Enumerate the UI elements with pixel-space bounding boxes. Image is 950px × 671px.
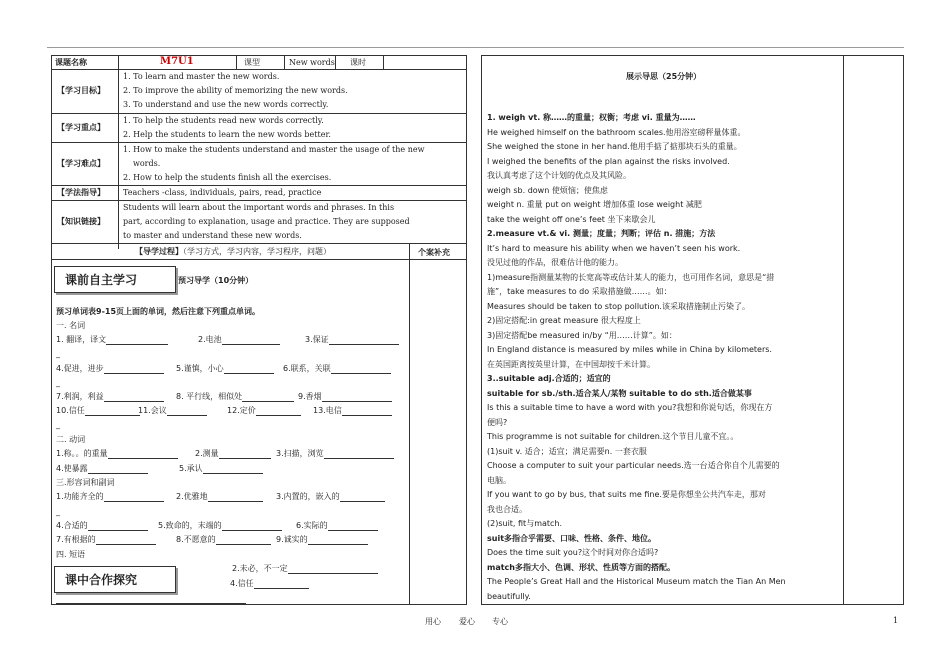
footer-right: 专心 bbox=[492, 617, 508, 626]
noun-row: 6.联系，关联 bbox=[283, 364, 391, 374]
method-line: Teachers -class, individuals, pairs, read, practice bbox=[123, 188, 322, 197]
focus-line: 1. To help the students read new words correctly. bbox=[123, 116, 324, 125]
note-line: In England distance is measured by miles while in China by kilometers. bbox=[487, 345, 772, 354]
label-type: 课型 bbox=[244, 58, 260, 67]
row-label-links: 【知识链接】 bbox=[57, 217, 105, 226]
noun-row: 7.利润，利益 bbox=[56, 392, 164, 402]
note-line: He weighed himself on the bathroom scales.他用浴室磅秤量体重。 bbox=[487, 127, 746, 137]
note-line: Measures should be taken to stop pollution.该采取措施制止污染了。 bbox=[487, 301, 750, 311]
focus-line: 2. Help the students to learn the new words better. bbox=[123, 130, 331, 139]
note-line: This programme is not suitable for children.这个节目儿童不宜。。 bbox=[487, 432, 739, 441]
page-number: 1 bbox=[893, 616, 899, 625]
footer-mid: 爱心 bbox=[459, 617, 475, 626]
adj-row: 9.诚实的 bbox=[276, 535, 368, 545]
note-line: 3..suitable adj.合适的；适宜的 bbox=[487, 374, 611, 383]
links-line: Students will learn about the important words and phrases. In this bbox=[123, 203, 395, 212]
note-line: It’s hard to measure his ability when we haven’t seen his work. bbox=[487, 243, 741, 253]
section-phrases: 四. 短语 bbox=[56, 550, 86, 559]
note-line: If you want to go by bus, that suits me fine.要是你想坐公共汽车走，那对 bbox=[487, 490, 766, 499]
adj-row: 7.有根据的 bbox=[56, 535, 156, 545]
noun-row: 11.会议 bbox=[138, 406, 207, 416]
note-line: suit多指合乎需要、口味、性格、条件、地位。 bbox=[487, 533, 657, 543]
phrase-row: 4.信任 bbox=[230, 579, 309, 589]
noun-row: 9.香烟 bbox=[298, 392, 392, 402]
noun-row: 8. 平行线，相似处 bbox=[176, 392, 294, 402]
note-line: 3)固定搭配be measured in/by “用……计算”。如： bbox=[487, 330, 677, 340]
note-line: 便吗? bbox=[487, 417, 508, 427]
note-line: (2)suit, fit与match. bbox=[487, 519, 563, 528]
section-adjectives: 三.形容词和副词 bbox=[56, 478, 115, 487]
note-line: 电脑。 bbox=[487, 475, 511, 485]
note-line: weight n. 重量 put on weight 增加体重 lose weight 减肥 bbox=[487, 200, 702, 209]
goal-line: 1. To learn and master the new words. bbox=[123, 72, 280, 81]
note-line: (1)suit v. 适合；适宜；满足需要n. 一套衣服 bbox=[487, 446, 647, 456]
adj-row: 4.合适的 bbox=[56, 521, 148, 531]
course-type: New words bbox=[289, 58, 335, 67]
adj-row: 6.实际的 bbox=[296, 521, 378, 531]
row-label-goals: 【学习目标】 bbox=[57, 86, 105, 95]
display-title: 展示导思（25分钟） bbox=[626, 72, 702, 81]
section-verbs: 二. 动词 bbox=[56, 435, 86, 444]
noun-row: 10.信任 bbox=[56, 406, 140, 416]
course-title: M7U1 bbox=[160, 56, 194, 67]
noun-row: 12.定价 bbox=[227, 406, 301, 416]
verb-row: 4.使暴露 bbox=[56, 464, 148, 474]
note-line: The People’s Great Hall and the Historical Museum match the Tian An Men bbox=[487, 577, 786, 586]
label-period: 课时 bbox=[350, 58, 366, 67]
footer-left: 用心 bbox=[425, 617, 441, 626]
adj-row: 5.致命的，末端的 bbox=[158, 521, 282, 531]
links-line: part, according to explanation, usage and practice. They are supposed bbox=[123, 217, 410, 226]
difficulty-line: 1. How to make the students understand and master the usage of the new bbox=[123, 145, 425, 154]
goal-line: 2. To improve the ability of memorizing the new words. bbox=[123, 86, 348, 95]
note-line: 我认真考虑了这个计划的优点及其风险。 bbox=[487, 171, 631, 180]
section-nouns: 一. 名词 bbox=[56, 321, 86, 330]
note-line: Choose a computer to suit your particular needs.选一台适合你自个儿需要的 bbox=[487, 461, 780, 470]
note-line: 2.measure vt.& vi. 测量；度量；判断；评估 n. 措施；方法 bbox=[487, 229, 716, 238]
row-label-focus: 【学习重点】 bbox=[57, 123, 105, 132]
goal-line: 3. To understand and use the new words correctly. bbox=[123, 100, 329, 109]
note-line: 在英国距离按英里计算，在中国却按千米计算。 bbox=[487, 359, 655, 369]
adj-row: 8.不愿意的 bbox=[176, 535, 271, 545]
verb-row: 5.承认 bbox=[179, 464, 263, 474]
links-line: to master and understand these new words. bbox=[123, 231, 302, 240]
stamp-self-study: 课前自主学习 bbox=[54, 266, 176, 293]
note-line: Is this a suitable time to have a word with you?我想和你说句话，你现在方 bbox=[487, 403, 773, 412]
case-supplement-head: 个案补充 bbox=[418, 248, 450, 257]
row-label-method: 【学法指导】 bbox=[57, 188, 105, 197]
verb-row: 3.扫描，浏览 bbox=[276, 449, 394, 459]
verb-row: 2.测量 bbox=[195, 449, 271, 459]
note-line: suitable for sb./sth.适合某人/某物 suitable to do sth.适合做某事 bbox=[487, 388, 752, 398]
noun-row: 3.保证 bbox=[305, 335, 399, 345]
note-line: weigh sb. down 使烦恼；使焦虑 bbox=[487, 185, 608, 195]
preview-instruction: 预习单词表9-15页上面的单词，然后注意下列重点单词。 bbox=[56, 307, 261, 316]
note-line: 我也合适。 bbox=[487, 504, 527, 514]
label-course-name: 课题名称 bbox=[55, 58, 87, 67]
noun-row: 4.促进，进步 bbox=[56, 364, 164, 374]
process-head: 【导学过程】（学习方式，学习内容，学习程序，问题） bbox=[135, 247, 331, 256]
verb-row: 1.称。。的重量 bbox=[56, 449, 178, 459]
note-line: 1. weigh vt. 称……的重量；权衡；考虑 vi. 重量为…… bbox=[487, 113, 696, 122]
note-line: match多指大小、色调、形状、性质等方面的搭配。 bbox=[487, 562, 675, 572]
note-line: 1)measure指测量某物的长宽高等或估计某人的能力，也可用作名词，意思是“措 bbox=[487, 272, 775, 282]
header-rule bbox=[47, 47, 904, 48]
note-line: I weighed the benefits of the plan against the risks involved. bbox=[487, 156, 730, 166]
note-line: beautifully. bbox=[487, 591, 531, 601]
note-line: 2)固定搭配:in great measure 很大程度上 bbox=[487, 316, 641, 325]
difficulty-line: 2. How to help the students finish all the exercises. bbox=[123, 173, 332, 182]
note-line: 施”，take measures to do 采取措施做……。如： bbox=[487, 287, 672, 296]
adj-row: 2.优雅地 bbox=[176, 492, 263, 502]
note-line: She weighed the stone in her hand.他用手掂了掂那块石头的重量。 bbox=[487, 142, 742, 151]
note-line: Does the time suit you?这个时间对你合适吗? bbox=[487, 548, 659, 557]
row-label-difficulty: 【学习难点】 bbox=[57, 159, 105, 168]
difficulty-line: words. bbox=[133, 159, 161, 168]
note-line: 没见过他的作品，很难估计他的能力。 bbox=[487, 258, 623, 267]
note-line: take the weight off one’s feet 坐下来歇会儿 bbox=[487, 214, 656, 224]
stamp-cooperation: 课中合作探究 bbox=[54, 566, 176, 593]
noun-row: 2.电池 bbox=[198, 335, 280, 345]
phrase-row: 2.未必，不一定 bbox=[232, 564, 378, 574]
preview-title: 预习导学（10分钟） bbox=[178, 276, 254, 285]
adj-row: 1.功能齐全的 bbox=[56, 492, 164, 502]
adj-row: 3.内置的，嵌入的 bbox=[276, 492, 385, 502]
noun-row: 13.电信 bbox=[313, 406, 392, 416]
noun-row: 1. 翻译，译文 bbox=[56, 335, 168, 345]
noun-row: 5.谨慎，小心 bbox=[176, 364, 274, 374]
